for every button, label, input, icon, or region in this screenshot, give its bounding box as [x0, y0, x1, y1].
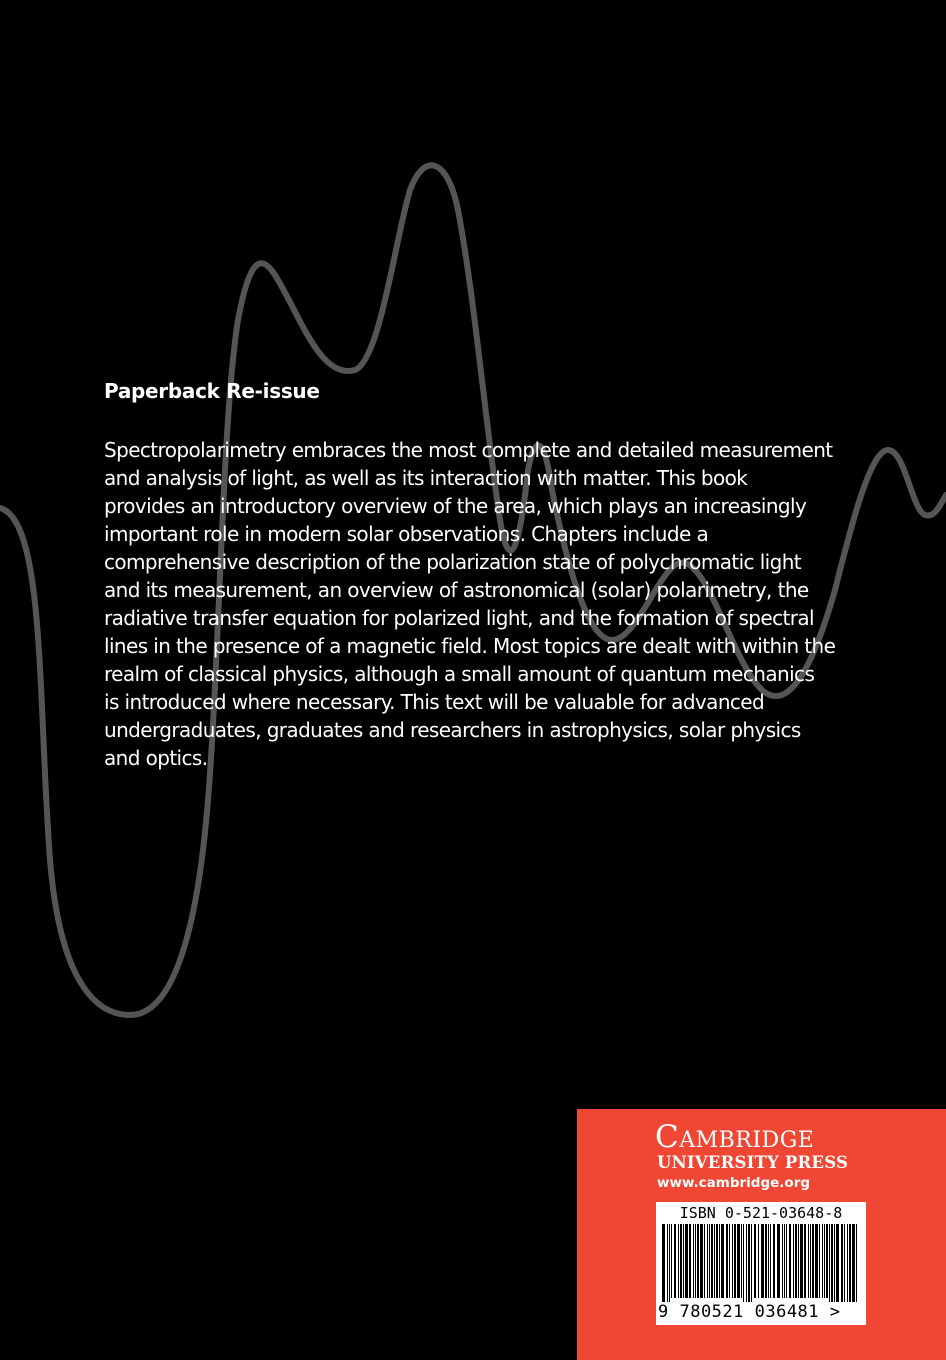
isbn-barcode — [656, 1202, 866, 1325]
barcode-bar — [704, 1224, 705, 1298]
barcode-bar — [751, 1224, 752, 1302]
ean-digits: 9 780521 036481 > — [658, 1302, 841, 1322]
barcode-bar — [852, 1224, 855, 1302]
publisher-website: www.cambridge.org — [657, 1175, 811, 1191]
description-line: and analysis of light, as well as its interaction with matter. This book — [104, 466, 748, 490]
barcode-bar — [770, 1224, 771, 1298]
barcode-bar — [765, 1224, 767, 1298]
barcode-bar — [743, 1224, 744, 1302]
description-line: Spectropolarimetry embraces the most complete and detailed measurement — [104, 438, 833, 462]
barcode-bar — [721, 1224, 724, 1298]
barcode-bar — [734, 1224, 736, 1298]
barcode-bar — [834, 1224, 835, 1302]
barcode-bars — [660, 1224, 862, 1302]
barcode-bar — [748, 1224, 750, 1302]
reissue-heading: Paperback Re-issue — [104, 379, 320, 403]
barcode-bar — [680, 1224, 682, 1298]
description-line: is introduced where necessary. This text will be valuable for advanced — [104, 690, 765, 714]
barcode-bar — [671, 1224, 672, 1298]
barcode-bar — [800, 1224, 803, 1298]
barcode-bar — [777, 1224, 780, 1298]
barcode-bar — [819, 1224, 820, 1298]
description-line: important role in modern solar observations. Chapters include a — [104, 522, 709, 546]
barcode-bar — [789, 1224, 791, 1298]
barcode-bar — [662, 1224, 665, 1302]
barcode-bar — [798, 1224, 799, 1298]
description-line: radiative transfer equation for polarized light, and the formation of spectral — [104, 606, 814, 630]
publisher-name: Cambridge — [655, 1119, 815, 1155]
barcode-bar — [822, 1224, 823, 1298]
book-description — [104, 436, 864, 772]
barcode-bar — [685, 1224, 688, 1298]
barcode-bar — [689, 1224, 691, 1298]
barcode-bar — [824, 1224, 825, 1298]
barcode-bar — [714, 1224, 715, 1298]
barcode-bar — [768, 1224, 769, 1298]
barcode-bar — [804, 1224, 806, 1298]
barcode-bar — [746, 1224, 747, 1302]
barcode-bar — [741, 1224, 742, 1298]
barcode-bar — [773, 1224, 775, 1298]
barcode-bar — [729, 1224, 730, 1298]
barcode-bar — [678, 1224, 679, 1298]
publisher-block — [577, 1109, 946, 1360]
barcode-bar — [737, 1224, 740, 1298]
barcode-bar — [758, 1224, 759, 1298]
barcode-bar — [826, 1224, 828, 1298]
barcode-bar — [707, 1224, 708, 1298]
barcode-bar — [784, 1224, 785, 1298]
barcode-bar — [831, 1224, 833, 1302]
barcode-bar — [716, 1224, 718, 1298]
barcode-bar — [856, 1224, 857, 1302]
barcode-bar — [810, 1224, 811, 1298]
barcode-bar — [786, 1224, 787, 1298]
barcode-bar — [711, 1224, 713, 1298]
barcode-bar — [761, 1224, 764, 1298]
barcode-bar — [667, 1224, 668, 1302]
barcode-bar — [793, 1224, 794, 1298]
barcode-bar — [697, 1224, 699, 1298]
barcode-bar — [732, 1224, 733, 1298]
barcode-bar — [841, 1224, 843, 1302]
barcode-bar — [700, 1224, 703, 1298]
description-line: and its measurement, an overview of astronomical (solar) polarimetry, the — [104, 578, 809, 602]
description-line: comprehensive description of the polarization state of polychromatic light — [104, 550, 802, 574]
barcode-bar — [849, 1224, 851, 1302]
barcode-bar — [844, 1224, 845, 1302]
barcode-bar — [795, 1224, 797, 1298]
publisher-subname: UNIVERSITY PRESS — [657, 1153, 849, 1172]
description-line: undergraduates, graduates and researchers in astrophysics, solar physics — [104, 718, 801, 742]
barcode-bar — [808, 1224, 809, 1298]
barcode-bar — [683, 1224, 684, 1298]
barcode-bar — [815, 1224, 818, 1298]
barcode-bar — [812, 1224, 814, 1298]
description-line: realm of classical physics, although a small amount of quantum mechanics — [104, 662, 815, 686]
barcode-bar — [829, 1224, 830, 1302]
barcode-bar — [754, 1224, 756, 1298]
barcode-bar — [693, 1224, 694, 1298]
barcode-bar — [719, 1224, 720, 1298]
barcode-bar — [847, 1224, 848, 1302]
barcode-bar — [782, 1224, 783, 1298]
description-line: provides an introductory overview of the area, which plays an increasingly — [104, 494, 807, 518]
barcode-bar — [709, 1224, 710, 1298]
barcode-bar — [669, 1224, 670, 1302]
barcode-bar — [836, 1224, 839, 1302]
barcode-bar — [695, 1224, 696, 1298]
isbn-label: ISBN 0-521-03648-8 — [679, 1204, 843, 1222]
description-line: lines in the presence of a magnetic field. Most topics are dealt with within the — [104, 634, 836, 658]
barcode-bar — [674, 1224, 676, 1298]
description-line: and optics. — [104, 746, 208, 770]
barcode-bar — [726, 1224, 728, 1298]
